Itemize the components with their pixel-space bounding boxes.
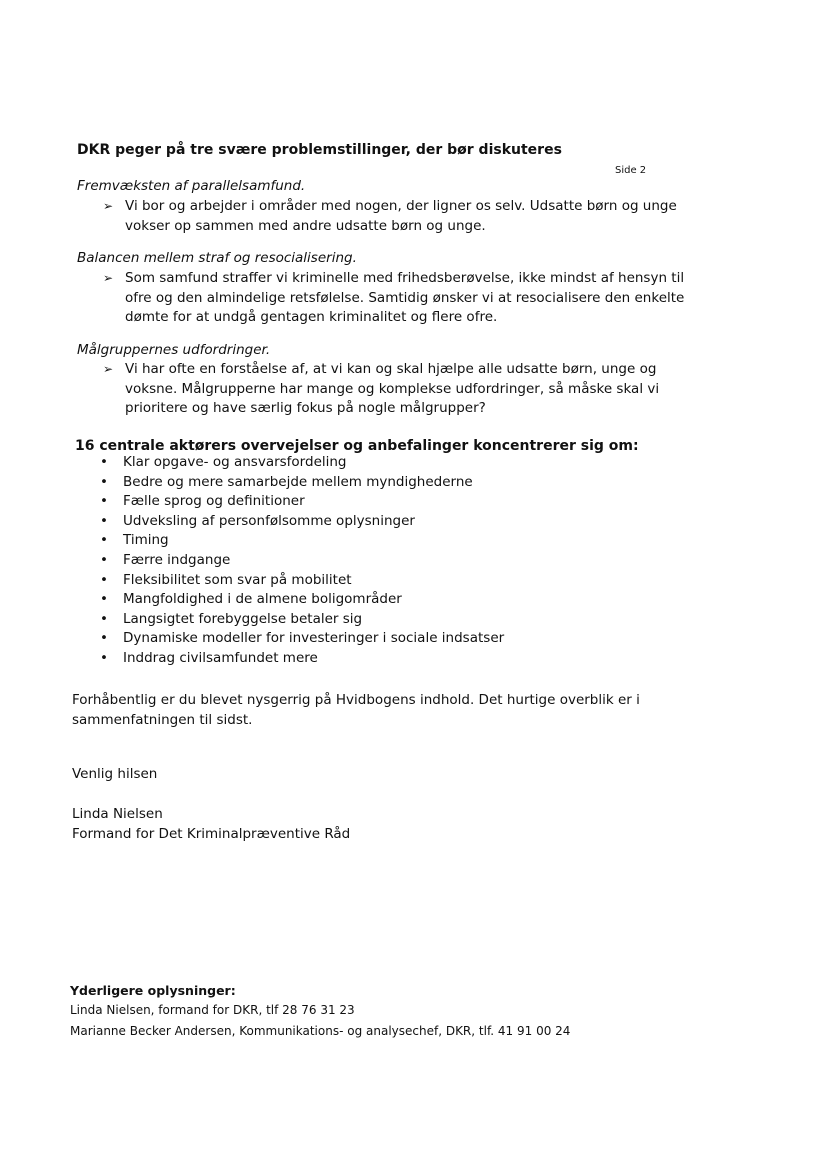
list-item: • Fælle sprog og definitioner xyxy=(96,492,504,512)
section-text-punishment-balance xyxy=(103,269,703,328)
bullet-icon: • xyxy=(100,532,108,549)
section-title-punishment-balance: Balancen mellem straf og resocialisering. xyxy=(77,250,357,266)
section-text: Vi bor og arbejder i områder med nogen, der ligner os selv. Udsatte børn og unge vokser op sammen med andre udsatte børn og unge. xyxy=(125,198,677,234)
list-item: • Dynamiske modeller for investeringer i sociale indsatser xyxy=(96,629,504,649)
bullet-icon: • xyxy=(100,591,108,608)
bullet-icon: • xyxy=(100,610,108,627)
list-item: • Mangfoldighed i de almene boligområder xyxy=(96,590,504,610)
section-title-parallel-societies: Fremvæksten af parallelsamfund. xyxy=(77,178,306,194)
list-item: • Bedre og mere samarbejde mellem myndighederne xyxy=(96,473,504,493)
bullet-icon: • xyxy=(100,512,108,529)
arrow-bullet-icon: ➢ xyxy=(103,362,114,376)
list-item: • Udveksling af personfølsomme oplysninger xyxy=(96,512,504,532)
contact-heading: Yderligere oplysninger: xyxy=(70,983,236,998)
bullet-icon: • xyxy=(100,551,108,568)
section-title-target-groups: Målgruppernes udfordringer. xyxy=(77,342,271,358)
bullet-icon: • xyxy=(100,649,108,666)
bullet-icon: • xyxy=(100,630,108,647)
focus-list xyxy=(96,453,504,669)
list-item: • Færre indgange xyxy=(96,551,504,571)
arrow-bullet-icon: ➢ xyxy=(103,271,114,285)
arrow-bullet-icon: ➢ xyxy=(103,199,114,213)
section-text: Som samfund straffer vi kriminelle med frihedsberøvelse, ikke mindst af hensyn til ofre og den almindelige retsfølelse. Samtidig ønsker vi at resocialisere den enkelte dømte for at undgå gentagen kriminalitet og flere ofre. xyxy=(125,270,685,325)
section-text: Vi har ofte en forståelse af, at vi kan og skal hjælpe alle udsatte børn, unge og voksne. Målgrupperne har mange og komplekse udfordringer, så måske skal vi prioritere og have særlig fokus på nogle målgrupper? xyxy=(125,361,660,416)
contact-line: Linda Nielsen, formand for DKR, tlf 28 76 31 23 xyxy=(70,1003,355,1017)
page-heading: DKR peger på tre svære problemstillinger, der bør diskuteres xyxy=(77,142,562,158)
signature-role: Formand for Det Kriminalpræventive Råd xyxy=(72,826,351,842)
section-text-parallel-societies xyxy=(103,197,703,236)
focus-heading: 16 centrale aktørers overvejelser og anbefalinger koncentrerer sig om: xyxy=(75,438,639,454)
list-item: • Langsigtet forebyggelse betaler sig xyxy=(96,610,504,630)
bullet-icon: • xyxy=(100,473,108,490)
contact-line: Marianne Becker Andersen, Kommunikations- og analysechef, DKR, tlf. 41 91 00 24 xyxy=(70,1024,571,1038)
bullet-icon: • xyxy=(100,571,108,588)
list-item: • Timing xyxy=(96,531,504,551)
bullet-icon: • xyxy=(100,493,108,510)
page-number: Side 2 xyxy=(615,165,647,176)
section-text-target-groups xyxy=(103,360,703,419)
greeting: Venlig hilsen xyxy=(72,766,158,782)
signature-name: Linda Nielsen xyxy=(72,806,163,822)
list-item: • Klar opgave- og ansvarsfordeling xyxy=(96,453,504,473)
closing-paragraph: Forhåbentlig er du blevet nysgerrig på Hvidbogens indhold. Det hurtige overblik er i sammenfatningen til sidst. xyxy=(72,692,640,728)
list-item: • Inddrag civilsamfundet mere xyxy=(96,649,504,669)
list-item: • Fleksibilitet som svar på mobilitet xyxy=(96,571,504,591)
bullet-icon: • xyxy=(100,454,108,470)
